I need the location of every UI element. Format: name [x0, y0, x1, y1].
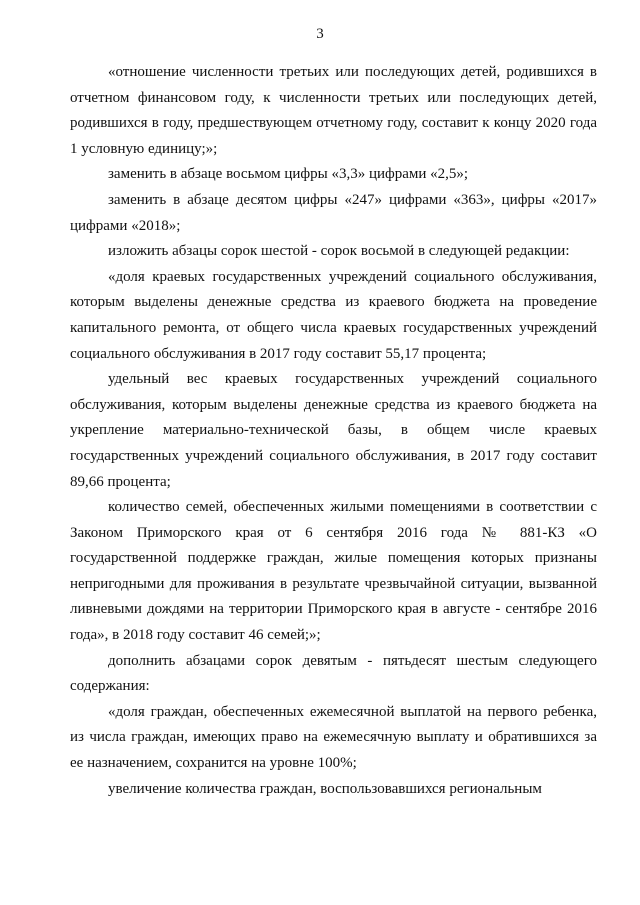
paragraph-8: дополнить абзацами сорок девятым - пятьдесят шестым следующего содержания: [70, 652, 597, 695]
paragraph-6: удельный вес краевых государственных учреждений социального обслуживания, которым выделены денежные средства из краевого бюджета на укрепление материально-технической базы, в общем числе краевых государственных учреждений социального обслуживания, в 2017 году составит 89,66 процента; [70, 371, 597, 490]
paragraph-7: количество семей, обеспеченных жилыми помещениями в соответствии с Законом Приморского края от 6 сентября 2016 года № 881-КЗ «О государственной поддержке граждан, жилые помещения которых признаны непригодными для проживания в результате чрезвычайной ситуации, вызванной ливневыми дождями на территории Приморского края в августе - сентябре 2016 года», в 2018 году составит 46 семей;»; [70, 499, 597, 644]
paragraph-9: «доля граждан, обеспеченных ежемесячной выплатой на первого ребенка, из числа граждан, имеющих право на ежемесячную выплату и обратившихся за ее назначением, сохранится на уровне 100%; [70, 703, 597, 772]
page-number: 3 [316, 26, 324, 42]
paragraph-3: заменить в абзаце десятом цифры «247» цифрами «363», цифры «2017» цифрами «2018»; [70, 191, 597, 234]
paragraph-10: увеличение количества граждан, воспользовавшихся региональным [108, 780, 542, 797]
paragraph-1: «отношение численности третьих или последующих детей, родившихся в отчетном финансовом году, к численности третьих или последующих детей, родившихся в году, предшествующем отчетному году, составит к концу 2020 года 1 условную единицу;»; [70, 64, 597, 157]
paragraph-2: заменить в абзаце восьмом цифры «3,3» цифрами «2,5»; [108, 166, 469, 183]
paragraph-4: изложить абзацы сорок шестой - сорок восьмой в следующей редакции: [108, 243, 570, 260]
document-body [70, 60, 597, 802]
paragraph-5: «доля краевых государственных учреждений социального обслуживания, которым выделены денежные средства из краевого бюджета на проведение капитального ремонта, от общего числа краевых государственных учреждений социального обслуживания в 2017 году составит 55,17 процента; [70, 268, 597, 362]
